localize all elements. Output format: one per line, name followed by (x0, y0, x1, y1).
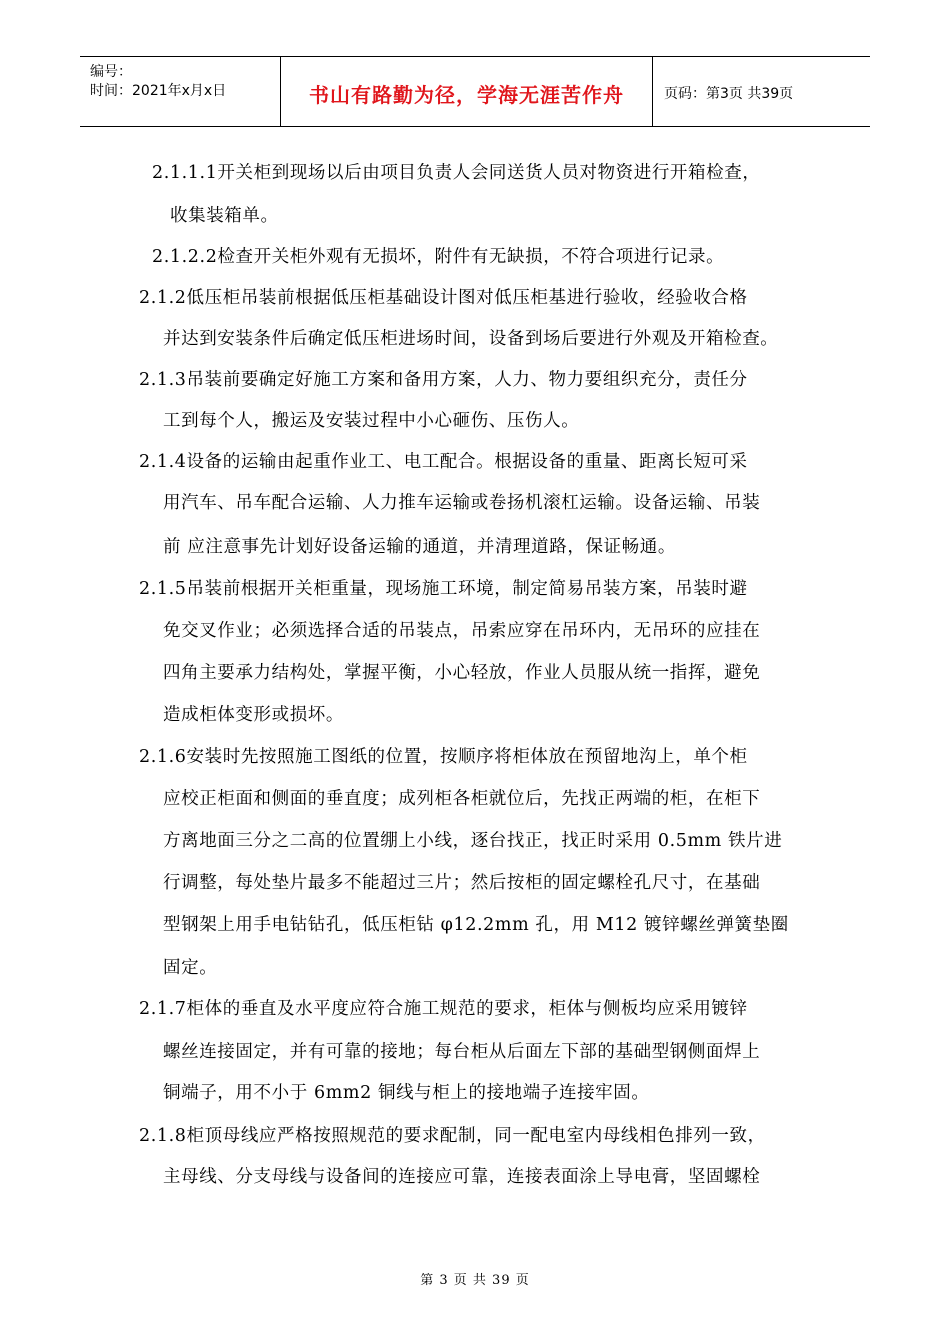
body-line: 铜端子，用不小于 6mm2 铜线与柜上的接地端子连接牢固。 (163, 1083, 650, 1103)
header-page-cell (653, 57, 870, 126)
header-page-code: 页码：第3页 共39页 (664, 86, 794, 102)
body-line: 前 应注意事先计划好设备运输的通道，并清理道路，保证畅通。 (163, 537, 676, 557)
body-line: 收集装箱单。 (170, 206, 279, 226)
body-line: 2.1.7柜体的垂直及水平度应符合施工规范的要求，柜体与侧板均应采用镀锌 (139, 999, 748, 1019)
body-line: 型钢架上用手电钻钻孔，低压柜钻 φ12.2mm 孔，用 M12 镀锌螺丝弹簧垫圈 (163, 915, 789, 935)
body-line: 2.1.4设备的运输由起重作业工、电工配合。根据设备的重量、距离长短可采 (139, 452, 748, 472)
body-line: 用汽车、吊车配合运输、人力推车运输或卷扬机滚杠运输。设备运输、吊装 (163, 493, 761, 513)
body-line: 工到每个人，搬运及安装过程中小心砸伤、压伤人。 (163, 411, 580, 431)
header-info-cell (80, 57, 281, 126)
body-line: 免交叉作业；必须选择合适的吊装点，吊索应穿在吊环内，无吊环的应挂在 (163, 621, 761, 641)
body-line: 四角主要承力结构处，掌握平衡，小心轻放，作业人员服从统一指挥，避免 (163, 663, 761, 683)
page-footer: 第 3 页 共 39 页 (420, 1273, 530, 1288)
page-header (80, 56, 870, 127)
body-line: 造成柜体变形或损坏。 (163, 705, 344, 725)
body-line: 螺丝连接固定，并有可靠的接地；每台柜从后面左下部的基础型钢侧面焊上 (163, 1042, 761, 1062)
body-line: 2.1.1.1开关柜到现场以后由项目负责人会同送货人员对物资进行开箱检查， (152, 163, 761, 183)
document-date-label: 时间：2021年x月x日 (90, 83, 227, 99)
body-line: 2.1.5吊装前根据开关柜重量，现场施工环境，制定简易吊装方案，吊装时避 (139, 579, 748, 599)
body-line: 主母线、分支母线与设备间的连接应可靠，连接表面涂上导电膏，坚固螺栓 (163, 1167, 761, 1187)
body-line: 2.1.8柜顶母线应严格按照规范的要求配制，同一配电室内母线相色排列一致， (139, 1126, 766, 1146)
body-line: 2.1.6安装时先按照施工图纸的位置，按顺序将柜体放在预留地沟上，单个柜 (139, 747, 748, 767)
body-line: 方离地面三分之二高的位置绷上小线，逐台找正，找正时采用 0.5mm 铁片进 (163, 831, 783, 851)
body-line: 2.1.2低压柜吊装前根据低压柜基础设计图对低压柜基进行验收，经验收合格 (139, 288, 748, 308)
document-number-label: 编号： (90, 64, 132, 80)
body-line: 行调整，每处垫片最多不能超过三片；然后按柜的固定螺栓孔尺寸，在基础 (163, 873, 761, 893)
body-line: 应校正柜面和侧面的垂直度；成列柜各柜就位后，先找正两端的柜，在柜下 (163, 789, 761, 809)
body-line: 2.1.3吊装前要确定好施工方案和备用方案，人力、物力要组织充分，责任分 (139, 370, 748, 390)
header-motto: 书山有路勤为径，学海无涯苦作舟 (309, 83, 624, 107)
header-motto-cell (281, 57, 653, 126)
body-line: 固定。 (163, 958, 218, 978)
body-line: 并达到安装条件后确定低压柜进场时间，设备到场后要进行外观及开箱检查。 (163, 329, 779, 349)
body-line: 2.1.2.2检查开关柜外观有无损坏，附件有无缺损，不符合项进行记录。 (152, 247, 725, 267)
